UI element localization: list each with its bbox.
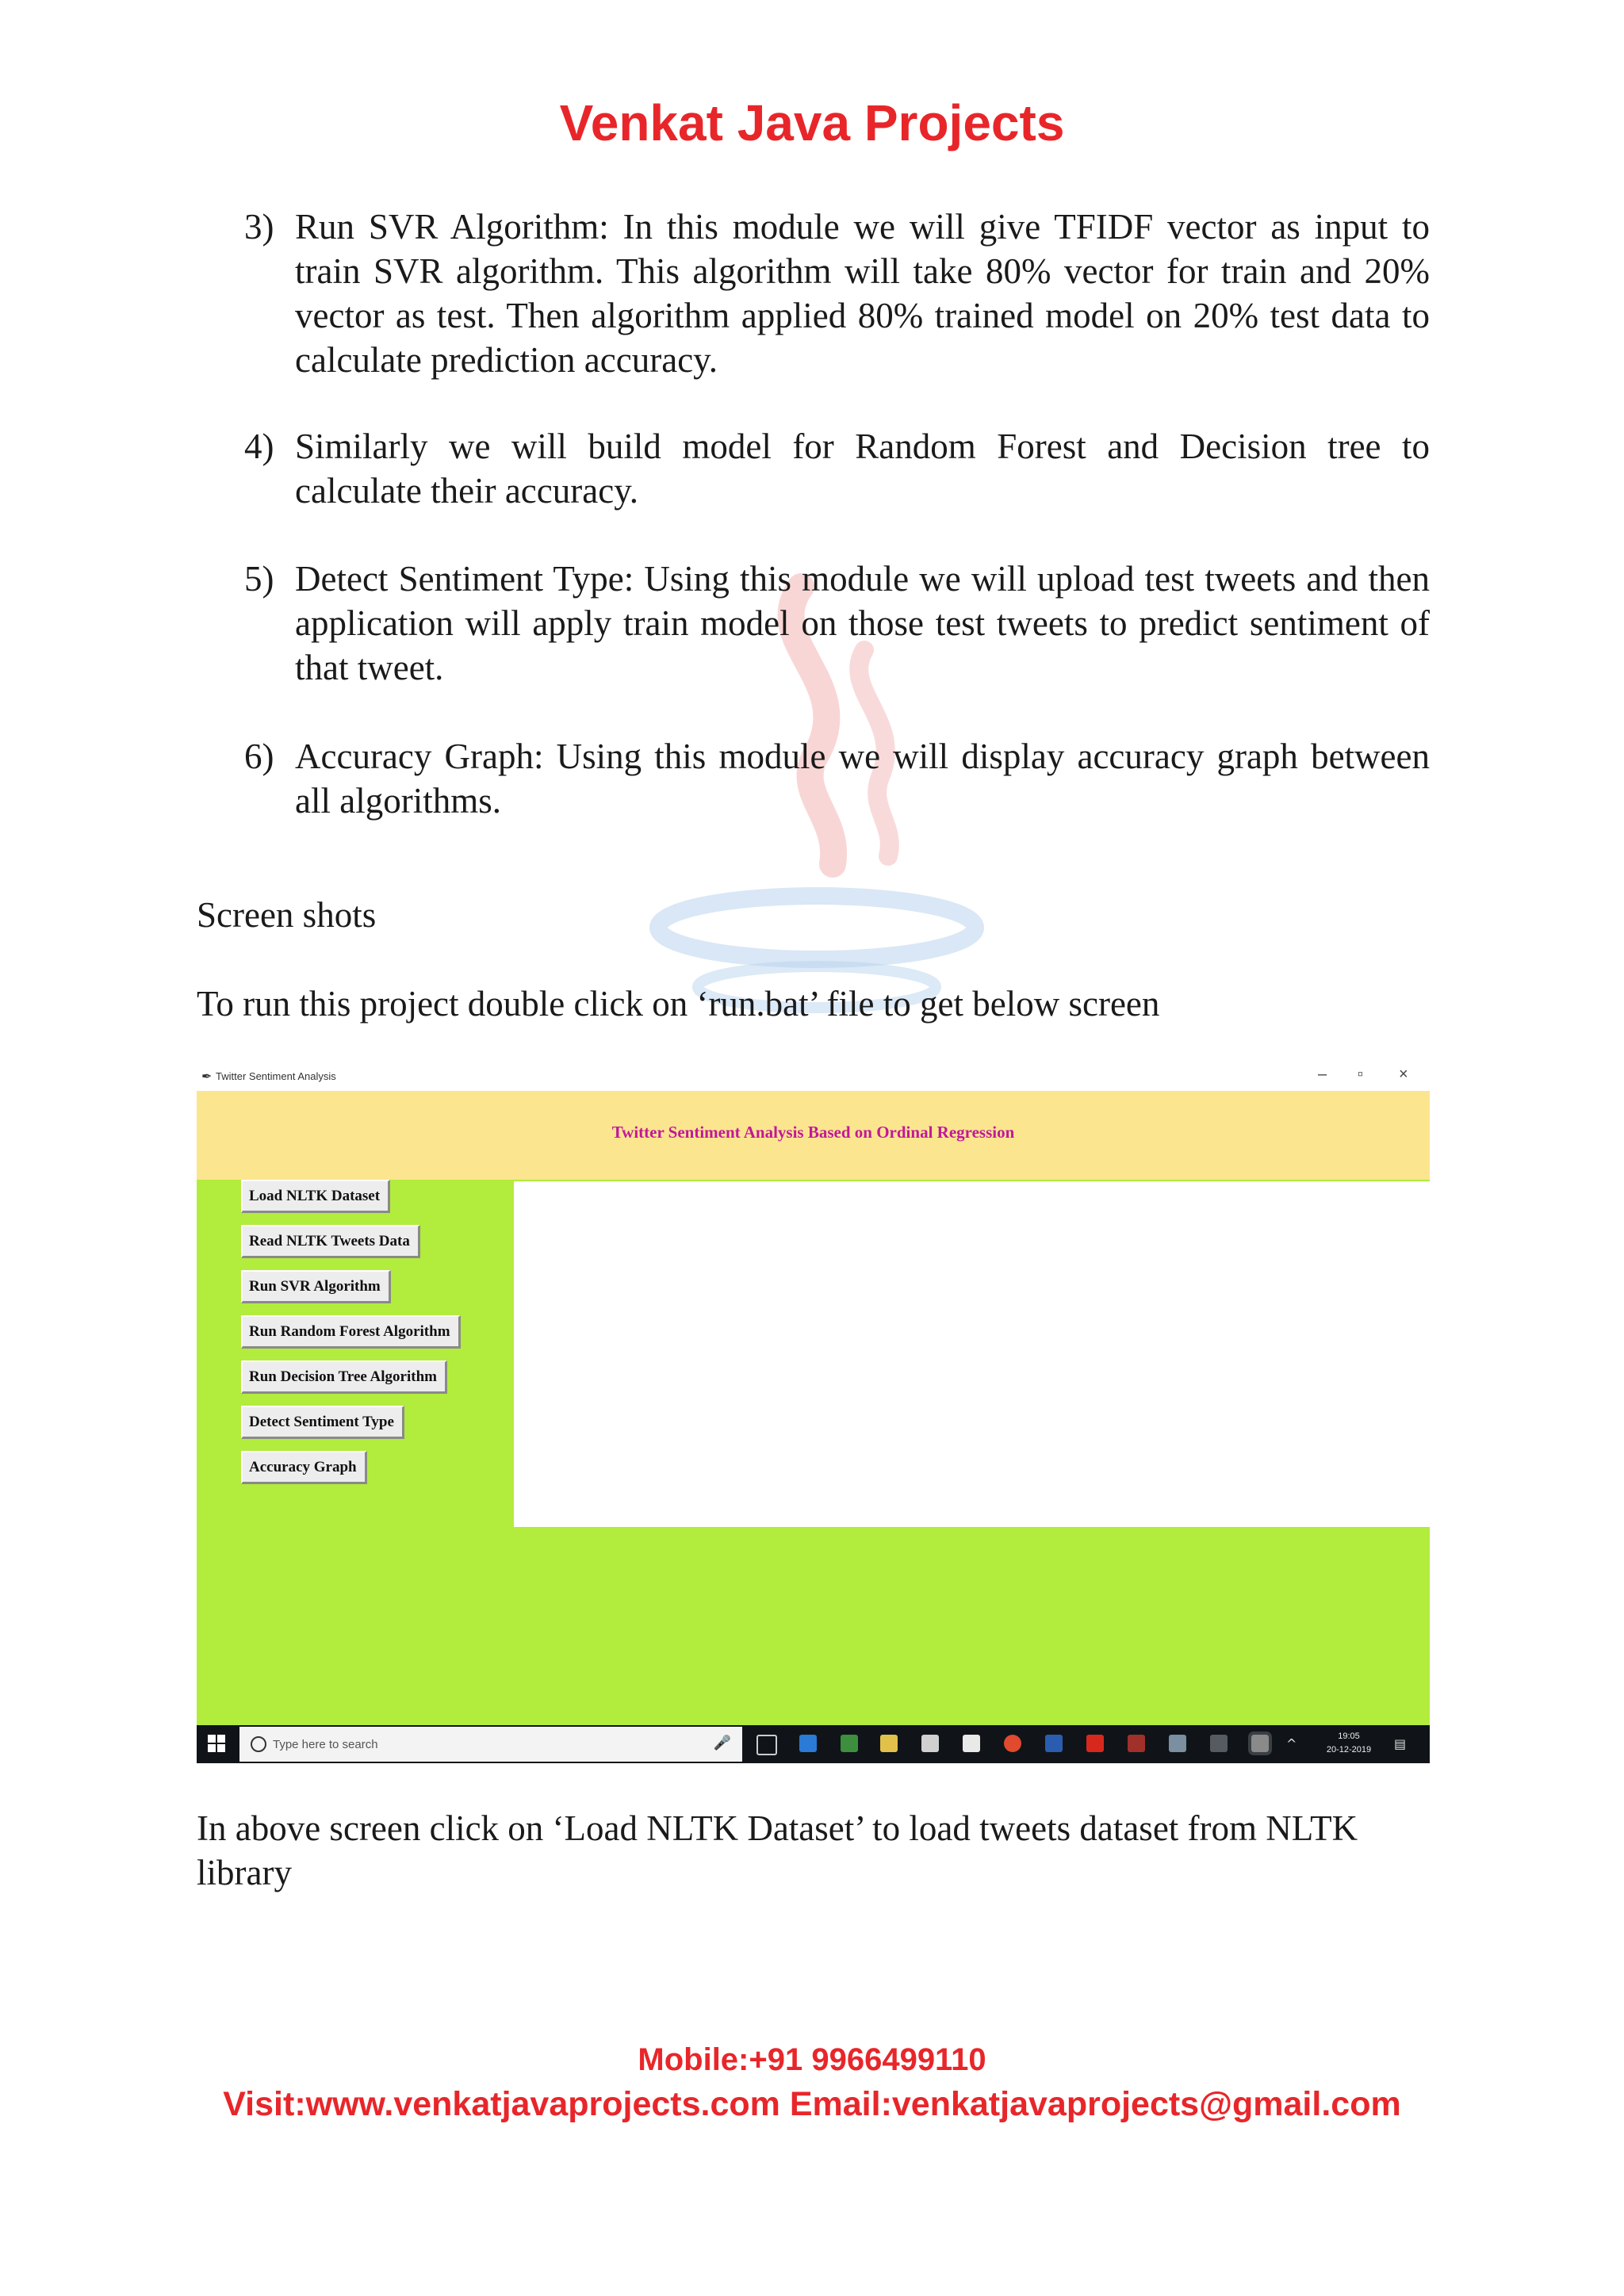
- word-icon[interactable]: [1045, 1735, 1063, 1752]
- minimize-button[interactable]: –: [1318, 1066, 1327, 1083]
- notification-icon[interactable]: ▤: [1394, 1736, 1407, 1751]
- app-icon[interactable]: [1210, 1735, 1228, 1752]
- file-explorer-icon[interactable]: [880, 1735, 898, 1752]
- clock-date: 20-12-2019: [1326, 1745, 1372, 1755]
- maximize-button[interactable]: ▫: [1358, 1066, 1364, 1083]
- search-icon: [251, 1736, 266, 1752]
- document-icon[interactable]: [963, 1735, 980, 1752]
- chrome-icon[interactable]: [1004, 1735, 1021, 1752]
- app-header-title: Twitter Sentiment Analysis Based on Ordinal Regression: [611, 1123, 1015, 1142]
- intro-text: To run this project double click on ‘run.bat’ file to get below screen: [197, 984, 1160, 1024]
- list-item-text: Run SVR Algorithm: In this module we will give TFIDF vector as input to train SVR algorithm. This algorithm will take 80% vector for train and 20% vector as test. Then algorithm applied 80% trained model on 20% test data to calculate prediction accuracy.: [295, 207, 1430, 380]
- list-item: [244, 557, 1430, 690]
- read-nltk-tweets-button[interactable]: Read NLTK Tweets Data: [241, 1225, 420, 1258]
- footer-mobile: Mobile:+91 9966499110: [638, 2042, 986, 2077]
- footer-contact: Visit:www.venkatjavaprojects.com Email:venkatjavaprojects@gmail.com: [223, 2085, 1401, 2123]
- edge-icon[interactable]: [799, 1735, 817, 1752]
- page-title: Venkat Java Projects: [559, 94, 1065, 151]
- run-decision-tree-button[interactable]: Run Decision Tree Algorithm: [241, 1360, 447, 1394]
- list-item-text: Detect Sentiment Type: Using this module we will upload test tweets and then application will apply train model on those test tweets to predict sentiment of that tweet.: [295, 559, 1430, 687]
- taskbar-search[interactable]: [239, 1727, 742, 1762]
- list-item: [244, 205, 1430, 382]
- app-icon[interactable]: [1128, 1735, 1145, 1752]
- accuracy-graph-button[interactable]: Accuracy Graph: [241, 1451, 367, 1484]
- window-titlebar: [197, 1062, 1430, 1091]
- active-window-icon[interactable]: [1251, 1735, 1269, 1752]
- windows-start-icon[interactable]: [208, 1735, 225, 1752]
- run-random-forest-button[interactable]: Run Random Forest Algorithm: [241, 1315, 461, 1349]
- list-item-text: Accuracy Graph: Using this module we will display accuracy graph between all algorithms.: [295, 737, 1430, 821]
- list-item-number: 3): [244, 207, 274, 247]
- list-item-text: Similarly we will build model for Random Forest and Decision tree to calculate their accuracy.: [295, 427, 1430, 511]
- after-screenshot-text: In above screen click on ‘Load NLTK Dataset’ to load tweets dataset from NLTK library: [197, 1808, 1358, 1892]
- output-text-area[interactable]: [514, 1181, 1430, 1527]
- app-header: [197, 1091, 1430, 1180]
- list-item-number: 5): [244, 559, 274, 599]
- microphone-icon[interactable]: 🎤: [713, 1735, 731, 1751]
- taskbar-clock[interactable]: [1321, 1730, 1377, 1757]
- load-nltk-dataset-button[interactable]: Load NLTK Dataset: [241, 1180, 390, 1213]
- feather-icon: ✒: [201, 1070, 213, 1084]
- app-icon[interactable]: [1169, 1735, 1186, 1752]
- window-title: Twitter Sentiment Analysis: [216, 1070, 336, 1082]
- run-svr-button[interactable]: Run SVR Algorithm: [241, 1270, 391, 1303]
- list-item-number: 4): [244, 427, 274, 466]
- store-icon[interactable]: [841, 1735, 858, 1752]
- search-placeholder: Type here to search: [273, 1738, 378, 1751]
- list-item-number: 6): [244, 737, 274, 776]
- pdf-icon[interactable]: [1086, 1735, 1104, 1752]
- task-view-icon[interactable]: [756, 1735, 777, 1755]
- list-item: [244, 734, 1430, 823]
- section-heading: Screen shots: [197, 895, 377, 935]
- app-screenshot: [197, 1062, 1430, 1763]
- close-button[interactable]: ×: [1399, 1066, 1408, 1083]
- clock-time: 19:05: [1338, 1732, 1360, 1741]
- mail-icon[interactable]: [921, 1735, 939, 1752]
- tray-chevron-icon[interactable]: ^: [1286, 1736, 1297, 1751]
- detect-sentiment-button[interactable]: Detect Sentiment Type: [241, 1406, 404, 1439]
- taskbar: [197, 1725, 1430, 1763]
- list-item: [244, 424, 1430, 513]
